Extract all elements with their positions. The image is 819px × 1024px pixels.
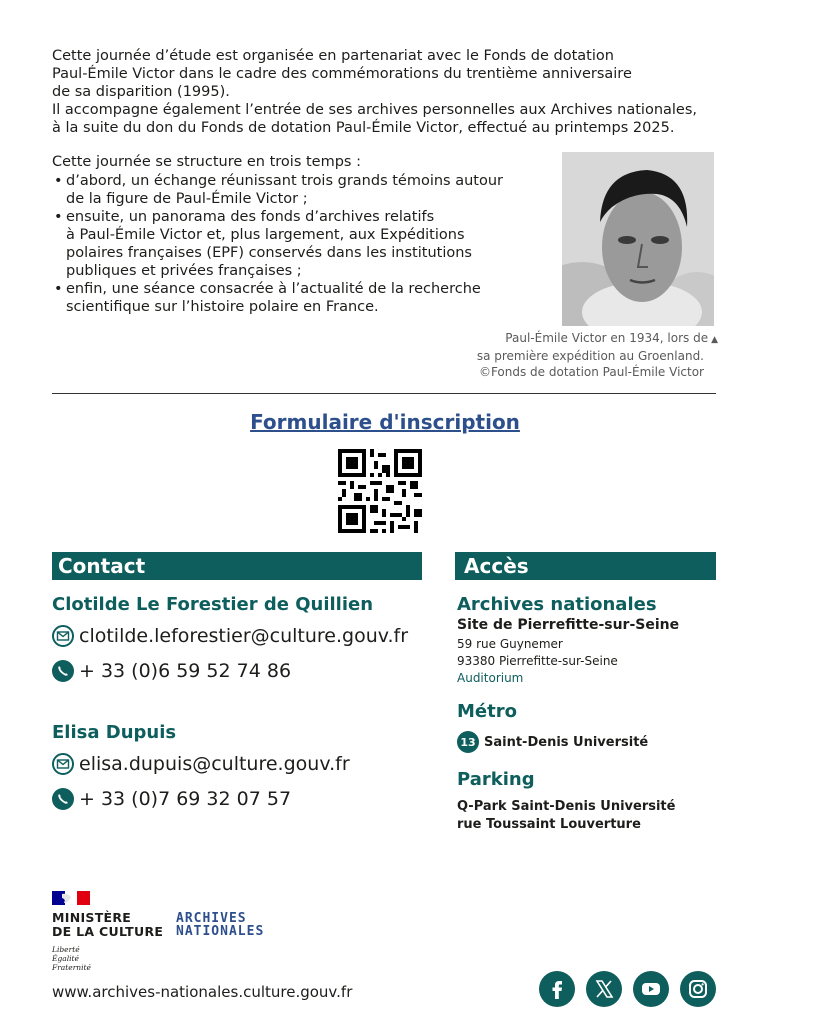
venue-name: Archives nationales — [457, 594, 657, 615]
parking-info — [457, 798, 675, 834]
intro-text — [52, 47, 732, 137]
contact-phone[interactable]: + 33 (0)6 59 52 74 86 — [79, 660, 292, 682]
list-item-text: à Paul-Émile Victor et, plus largement, aux Expéditions — [66, 227, 465, 243]
intro-line: Paul-Émile Victor dans le cadre des commémorations du trentième anniversaire — [52, 66, 632, 82]
list-item-text: enfin, une séance consacrée à l’actualité de la recherche — [66, 281, 481, 297]
contact-phone[interactable]: + 33 (0)7 69 32 07 57 — [79, 788, 292, 810]
list-item-text: ensuite, un panorama des fonds d’archives relatifs — [66, 209, 435, 225]
logo-line: NATIONALES — [176, 924, 265, 939]
facebook-icon[interactable] — [539, 971, 575, 1007]
instagram-icon[interactable] — [680, 971, 716, 1007]
marianne-flag-logo — [52, 891, 90, 905]
youtube-glyph — [633, 971, 669, 1007]
ministry-logo-text — [52, 911, 163, 939]
ministry-line: DE LA CULTURE — [52, 924, 164, 939]
divider — [52, 393, 716, 394]
motto-line: Fraternité — [52, 963, 91, 972]
qr-code[interactable] — [338, 449, 422, 533]
list-item-text: polaires françaises (EPF) conservés dans les institutions — [66, 245, 472, 261]
caption-line: sa première expédition au Groenland. — [476, 349, 704, 363]
parking-title: Parking — [457, 769, 535, 790]
list-item-text: publiques et privées françaises ; — [66, 263, 302, 279]
venue-city: 93380 Pierrefitte-sur-Seine — [457, 654, 618, 668]
republic-motto — [52, 945, 91, 972]
x-icon[interactable] — [586, 971, 622, 1007]
contact-email-row[interactable] — [52, 625, 408, 647]
instagram-glyph — [680, 971, 716, 1007]
email-icon — [52, 625, 74, 647]
parking-line: Q-Park Saint-Denis Université — [457, 799, 676, 814]
caption-line: Paul-Émile Victor en 1934, lors de — [505, 331, 709, 345]
portrait-illustration — [562, 152, 714, 326]
contact-phone-row[interactable] — [52, 788, 291, 810]
contact-header: Contact — [52, 552, 422, 580]
contact-name: Clotilde Le Forestier de Quillien — [52, 594, 374, 615]
venue-room: Auditorium — [457, 671, 524, 685]
list-item-text: scientifique sur l’histoire polaire en France. — [66, 299, 379, 315]
structure-lead: Cette journée se structure en trois temps : — [52, 154, 361, 170]
contact-name: Elisa Dupuis — [52, 722, 177, 743]
intro-line: Cette journée d’étude est organisée en partenariat avec le Fonds de dotation — [52, 48, 614, 64]
intro-line: de sa disparition (1995). — [52, 84, 230, 100]
access-header: Accès — [455, 552, 716, 580]
structure-list — [52, 172, 542, 316]
intro-line: Il accompagne également l’entrée de ses archives personnelles aux Archives nationales, — [52, 102, 698, 118]
youtube-icon[interactable] — [633, 971, 669, 1007]
logo-line: ARCHIVES — [176, 911, 247, 926]
list-item — [52, 280, 542, 316]
venue-street: 59 rue Guynemer — [457, 637, 563, 651]
metro-title: Métro — [457, 701, 517, 722]
triangle-up-icon: ▲ — [711, 335, 718, 345]
program-structure — [52, 153, 542, 316]
metro-line-badge: 13 — [457, 731, 479, 753]
ministry-line: MINISTÈRE — [52, 910, 132, 925]
contact-email[interactable]: clotilde.leforestier@culture.gouv.fr — [79, 625, 409, 647]
email-icon — [52, 753, 74, 775]
metro-info — [457, 731, 648, 753]
phone-icon — [52, 788, 74, 810]
motto-line: Liberté — [52, 945, 80, 954]
contact-email[interactable]: elisa.dupuis@culture.gouv.fr — [79, 753, 350, 775]
contact-phone-row[interactable] — [52, 660, 291, 682]
list-item — [52, 172, 542, 208]
list-item-text: de la figure de Paul-Émile Victor ; — [66, 191, 308, 207]
metro-station: Saint-Denis Université — [484, 734, 649, 750]
portrait-photo — [562, 152, 714, 326]
facebook-glyph — [539, 971, 575, 1007]
contact-email-row[interactable] — [52, 753, 350, 775]
registration-form-link[interactable]: Formulaire d'inscription — [250, 410, 520, 434]
motto-line: Égalité — [52, 954, 79, 963]
intro-line: à la suite du don du Fonds de dotation Paul-Émile Victor, effectué au printemps 2025. — [52, 120, 675, 136]
list-item-text: d’abord, un échange réunissant trois grands témoins autour — [66, 173, 504, 189]
parking-line: rue Toussaint Louverture — [457, 817, 641, 832]
x-glyph — [586, 971, 622, 1007]
website-link[interactable]: www.archives-nationales.culture.gouv.fr — [52, 983, 353, 1001]
phone-icon — [52, 660, 74, 682]
photo-caption — [462, 330, 718, 380]
venue-site: Site de Pierrefitte-sur-Seine — [457, 617, 680, 633]
list-item — [52, 208, 542, 280]
caption-line: ©Fonds de dotation Paul-Émile Victor — [478, 365, 704, 379]
archives-nationales-logo — [176, 912, 264, 938]
